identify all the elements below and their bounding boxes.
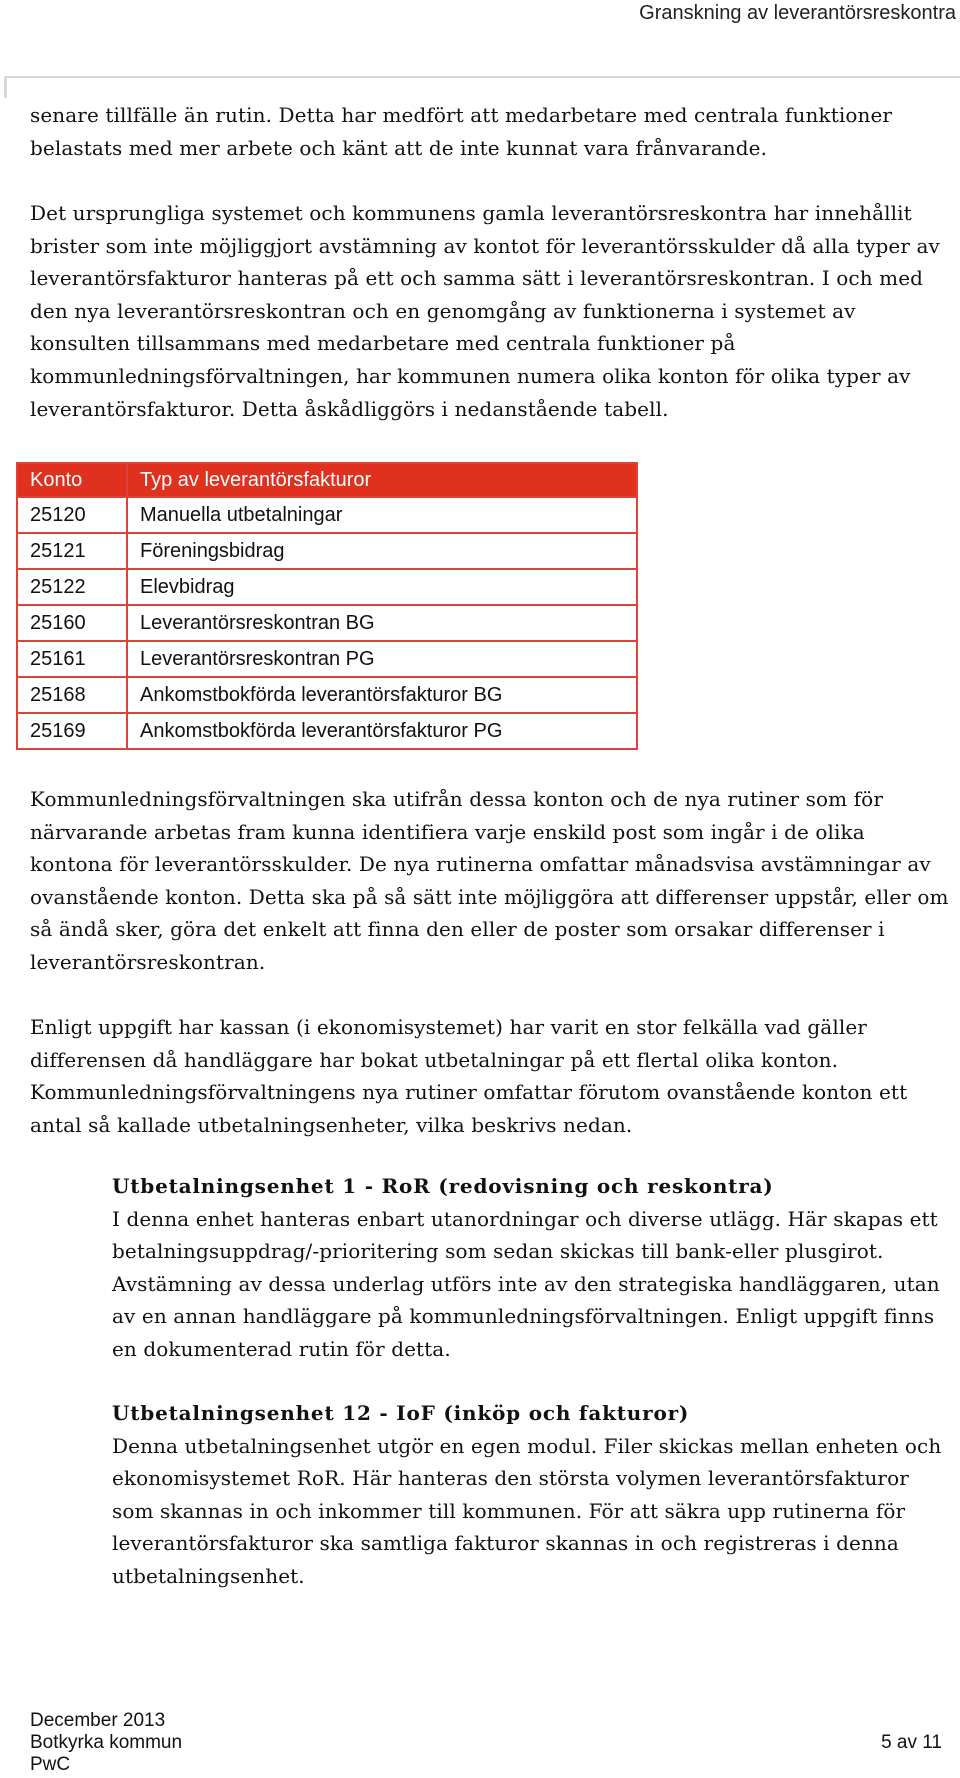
table-header-typ: Typ av leverantörsfakturor — [127, 463, 637, 497]
table-row — [17, 713, 637, 749]
paragraph-systems: Det ursprungliga systemet och kommunens gamla leverantörsreskontra har innehållit brister som inte möjliggjort avstämning av kontot för leverantörsskulder då alla typer av leverantörsfakturor hanteras på ett och samma sätt i leverantörsreskontran. I och med den nya leverantörsreskontran och en genomgång av funktionerna i systemet av konsulten tillsammans med medarbetare med centrala funktioner på kommunledningsförvaltningen, har kommunen numera olika konton för olika typer av leverantörsfakturor. Detta åskådliggörs i nedanstående tabell. — [30, 201, 940, 421]
footer-org: Botkyrka kommun — [30, 1732, 183, 1753]
section-ror — [112, 1170, 952, 1366]
table-cell-typ: Leverantörsreskontran BG — [127, 605, 637, 641]
table-row — [17, 605, 637, 641]
section-text: I denna enhet hanteras enbart utanordningar och diverse utlägg. Här skapas ett betalningsuppdrag/-prioritering som sedan skickas till bank-eller plusgirot. Avstämning av dessa underlag utförs inte av den strategiska handläggaren, utan av en annan handläggare på kommunledningsförvaltningen. Enligt uppgift finns en dokumenterad rutin för detta. — [112, 1206, 940, 1361]
footer-firm: PwC — [30, 1754, 71, 1775]
footer-date: December 2013 — [30, 1710, 166, 1731]
table-cell-typ: Elevbidrag — [127, 569, 637, 605]
section-heading: Utbetalningsenhet 1 - RoR (redovisning och reskontra) — [112, 1174, 774, 1198]
table-cell-konto: 25160 — [17, 605, 127, 641]
table-cell-konto: 25121 — [17, 533, 127, 569]
table-cell-typ: Föreningsbidrag — [127, 533, 637, 569]
table-cell-konto: 25169 — [17, 713, 127, 749]
paragraph-rutiner: Kommunledningsförvaltningen ska utifrån dessa konton och de nya rutiner som för närvarande arbetas fram kunna identifiera varje enskild post som ingår i de olika kontona för leverantörsskulder. De nya rutinerna omfattar månadsvisa avstämningar av ovanstående konton. Detta ska på så sätt inte möjliggöra att differenser uppstår, eller om så ändå sker, göra det enkelt att finna den eller de poster som orsakar differenser i leverantörsreskontran. — [30, 787, 949, 974]
section-heading: Utbetalningsenhet 12 - IoF (inköp och fakturor) — [112, 1401, 690, 1425]
paragraph-kassan: Enligt uppgift har kassan (i ekonomisystemet) har varit en stor felkälla vad gäller differensen då handläggare har bokat utbetalningar på ett flertal olika konton. Kommunledningsförvaltningens nya rutiner omfattar förutom ovanstående konton ett antal så kallade utbetalningsenheter, vilka beskrivs nedan. — [30, 1015, 908, 1137]
konto-table — [16, 462, 638, 750]
running-header: Granskning av leverantörsreskontra — [639, 2, 956, 24]
table-cell-typ: Ankomstbokförda leverantörsfakturor PG — [127, 713, 637, 749]
header-corner-mark — [4, 76, 7, 98]
table-cell-konto: 25168 — [17, 677, 127, 713]
table-row — [17, 641, 637, 677]
table-cell-typ: Ankomstbokförda leverantörsfakturor BG — [127, 677, 637, 713]
paragraph-intro: senare tillfälle än rutin. Detta har medfört att medarbetare med centrala funktioner belastats med mer arbete och känt att de inte kunnat vara frånvarande. — [30, 103, 893, 160]
table-header-row — [17, 463, 637, 497]
page-number: 5 av 11 — [881, 1732, 942, 1753]
header-rule — [4, 76, 960, 78]
table-cell-konto: 25161 — [17, 641, 127, 677]
table-row — [17, 497, 637, 533]
table-cell-typ: Manuella utbetalningar — [127, 497, 637, 533]
section-text: Denna utbetalningsenhet utgör en egen modul. Filer skickas mellan enheten och ekonomisystemet RoR. Här hanteras den största volymen leverantörsfakturor som skannas in och inkommer till kommunen. För att säkra upp rutinerna för leverantörsfakturor ska samtliga fakturor skannas in och registreras i denna utbetalningsenhet. — [112, 1433, 942, 1588]
table-row — [17, 569, 637, 605]
table-row — [17, 533, 637, 569]
section-iof — [112, 1397, 952, 1593]
table-cell-typ: Leverantörsreskontran PG — [127, 641, 637, 677]
table-cell-konto: 25122 — [17, 569, 127, 605]
footer-block — [30, 1710, 182, 1776]
table-cell-konto: 25120 — [17, 497, 127, 533]
table-header-konto: Konto — [17, 463, 127, 497]
table-row — [17, 677, 637, 713]
